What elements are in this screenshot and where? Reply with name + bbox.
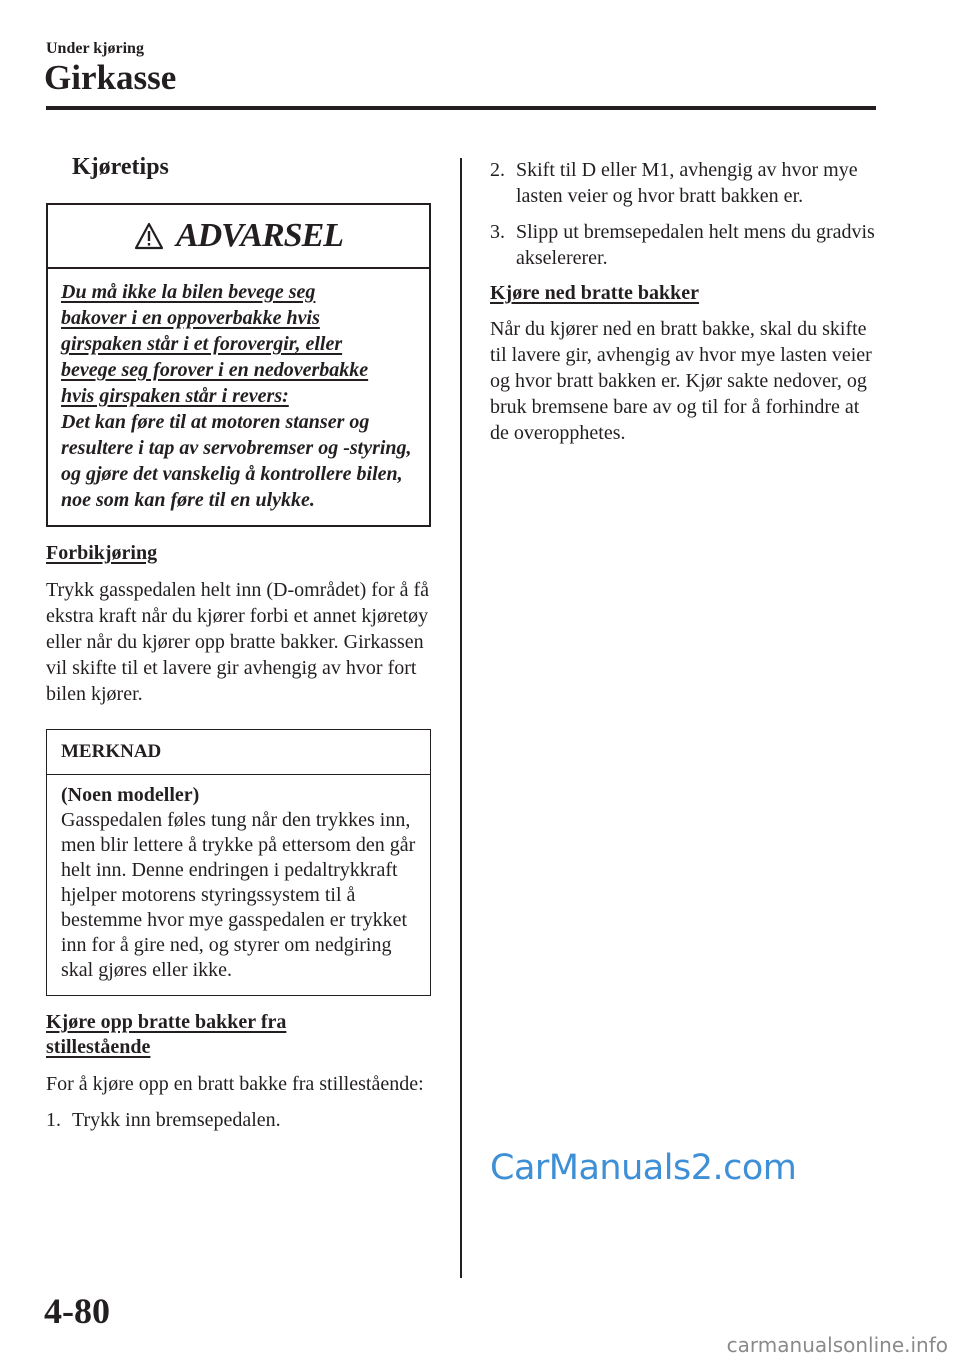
chapter-title: Girkasse [44, 58, 177, 97]
warning-line: hvis girspaken står i revers: [61, 385, 289, 407]
subsection-title: Kjøretips [72, 154, 169, 180]
warning-title: ADVARSEL [175, 217, 344, 254]
warning-line: bevege seg forover i en nedoverbakke [61, 359, 369, 381]
note-box [46, 729, 431, 996]
overtaking-heading: Forbikjøring [46, 542, 158, 564]
page-number: 4-80 [44, 1291, 110, 1331]
note-bold: (Noen modeller) [61, 784, 200, 806]
warning-triangle-icon [134, 222, 164, 250]
step-number: 1. [46, 1109, 61, 1131]
column-divider [460, 158, 462, 1278]
step-text: Slipp ut bremsepedalen helt mens du gradvis akselererer. [516, 221, 875, 269]
warning-line: bakover i en oppoverbakke hvis [61, 307, 320, 329]
step-number: 3. [490, 221, 505, 243]
note-body [47, 775, 430, 995]
step-item [490, 157, 876, 209]
warning-body [48, 269, 429, 525]
uphill-text: For å kjøre opp en bratt bakke fra stillestående: [46, 1073, 424, 1095]
header-rule [46, 106, 876, 110]
step-text: Trykk inn bremsepedalen. [72, 1109, 281, 1131]
warning-header [48, 205, 429, 269]
footer-site: carmanualsonline.info [726, 1333, 948, 1357]
step-text: Skift til D eller M1, avhengig av hvor mye lasten veier og hvor bratt bakken er. [516, 159, 858, 207]
step-number: 2. [490, 159, 505, 181]
left-column [46, 150, 431, 1133]
right-column [490, 157, 876, 446]
warning-text: Det kan føre til at motoren stanser og resultere i tap av servobremser og -styring, og gjøre det vanskelig å kontrollere bilen, noe som kan føre til en ulykke. [61, 411, 412, 511]
uphill-heading-line: stillestående [46, 1036, 151, 1058]
note-text: Gasspedalen føles tung når den trykkes inn, men blir lettere å trykke på ettersom den går helt inn. Denne endringen i pedaltrykkraft hjelper motorens styringssystem til å bestemme hvor mye gasspedalen er trykket inn for å gire ned, og styrer om nedgiring skal gjøres eller ikke. [61, 809, 416, 981]
downhill-text: Når du kjører ned en bratt bakke, skal du skifte til lavere gir, avhengig av hvor mye lasten veier og hvor bratt bakken er. Kjør sakte nedover, og bruk bremsene bare av og til for å forhindre at de overopphetes. [490, 318, 872, 444]
uphill-heading [46, 1010, 431, 1060]
note-title: MERKNAD [47, 730, 430, 775]
uphill-heading-line: Kjøre opp bratte bakker fra [46, 1011, 287, 1033]
watermark: CarManuals2.com [490, 1148, 797, 1188]
warning-line: Du må ikke la bilen bevege seg [61, 281, 316, 303]
warning-line: girspaken står i et forovergir, eller [61, 333, 343, 355]
step-item [490, 219, 876, 271]
overtaking-text: Trykk gasspedalen helt inn (D-området) for å få ekstra kraft når du kjører forbi et annet kjøretøy eller når du kjører opp bratte bakker. Girkassen vil skifte til et lavere gir avhengig av hvor fort bilen kjører. [46, 579, 430, 705]
warning-box [46, 203, 431, 527]
section-label: Under kjøring [46, 40, 144, 57]
step-item [46, 1107, 431, 1133]
downhill-heading: Kjøre ned bratte bakker [490, 282, 700, 304]
